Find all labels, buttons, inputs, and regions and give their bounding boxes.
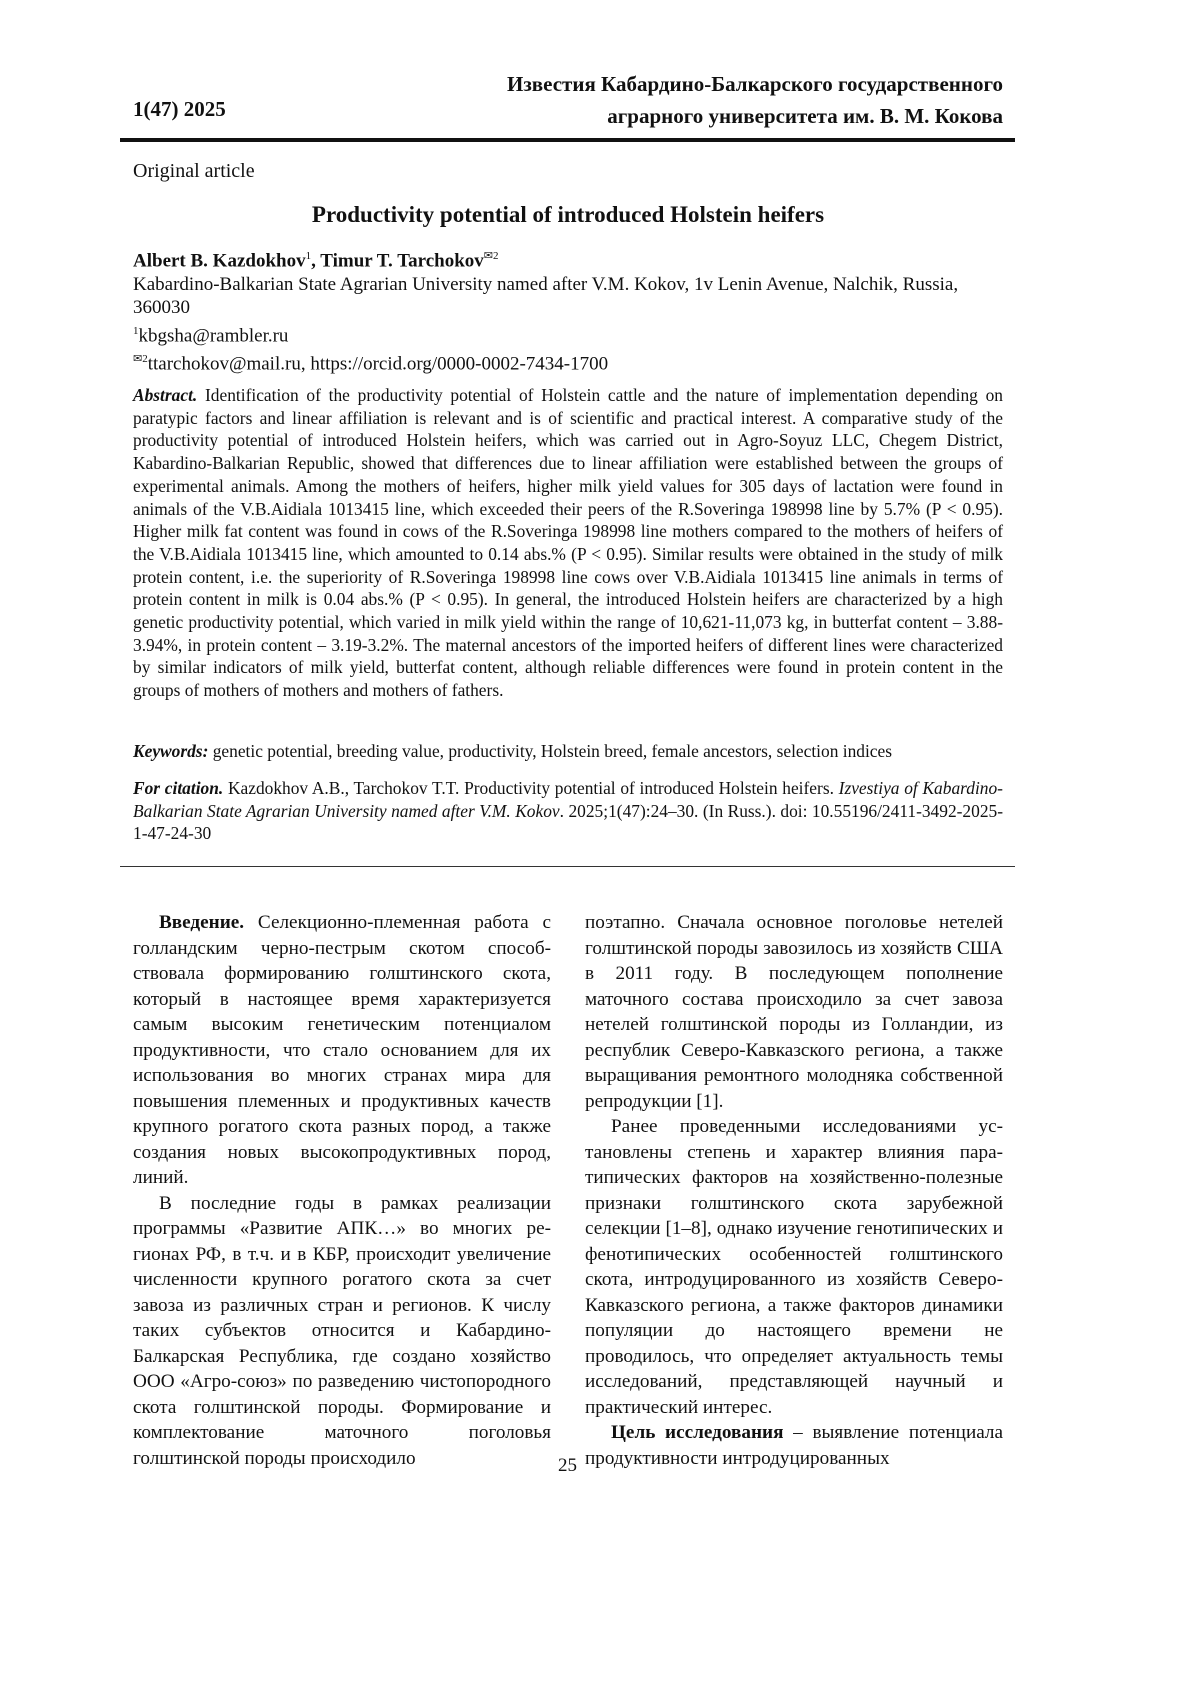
header-divider — [120, 138, 1015, 142]
article-type: Original article — [133, 160, 255, 182]
article-title: Productivity potential of introduced Holstein heifers — [311, 202, 825, 227]
abstract-label: Abstract. — [133, 385, 198, 405]
citation-text: Kazdokhov A.B., Tarchokov T.T. Productivity potential of introduced Holstein heifers. — [223, 778, 839, 798]
email-2-line — [133, 348, 1003, 376]
author-1: Albert B. Kazdokhov — [133, 250, 306, 272]
citation-doi: . 2025;1(47):24–30. (In Russ.). doi: 10.55196/2411-3492-2025-1-47-24-30 — [133, 800, 1004, 844]
email-2-orcid[interactable]: ttarchokov@mail.ru, https://orcid.org/0000-0002-7434-1700 — [147, 352, 609, 374]
issue-number: 1(47) 2025 — [133, 97, 226, 121]
intro-text: Селекционно-племенная работа с голландским черно-пестрым скотом способствовала формированию голштинского скота, который в настоящее время характеризуется самым высоким генетическим потенциалом продуктивности, что стало основанием для их использования во многих странах мира для повышения племенных и продуктивных качеств крупного рогатого скота разных пород, а также создания новых высокопродуктивных пород, линий. — [133, 912, 551, 1188]
email-1[interactable]: kbgsha@rambler.ru — [138, 325, 289, 347]
paragraph-2: В последние годы в рамках реализации программы «Развитие АПК…» во многих регионах РФ, в т.ч. и в КБР, происходит увеличение численности крупного рогатого скота за счет завоза из различных стран и регионов. К числу таких субъектов относится и Кабардино-Балкарская Республика, где создано хозяйство ООО «Агро-союз» по разведению чистопородного скота голштинской породы. Формирование и комплектование маточного поголовья голштинской породы происходило — [133, 1192, 551, 1469]
abstract-text: Identification of the productivity potential of Holstein cattle and the nature of implementation depending on paratypic factors and linear affiliation is relevant and is of scientific and practical interest. A comparative study of the productivity potential of introduced Holstein heifers, which was carried out in Agro-Soyuz LLC, Chegem District, Kabardino-Balkarian Republic, showed that differences due to linear affiliation were established between the groups of experimental animals. Among the mothers of heifers, higher milk yield values for 305 days of lactation were found in animals of the V.B.Aidiala 1013415 line, which exceeded their peers of the R.Soveringa 198998 line by 5.7% (P < 0.95). Higher milk fat content was found in cows of the R.Soveringa 198998 line mothers compared to the mothers of heifers of the V.B.Aidiala 1013415 line, which amounted to 0.14 abs.% (P < 0.95). Similar results were obtained in the study of milk protein content, i.e. the superiority of R.Soveringa 198998 line cows over V.B.Aidiala 1013415 line animals in terms of protein content in milk is 0.04 abs.% (P < 0.95). In general, the introduced Holstein heifers are characterized by a high genetic productivity potential, which varied in milk yield within the range of 10,621-11,073 kg, in butterfat content – 3.88-3.94%, in protein content – 3.19-3.2%. The maternal ancestors of the imported heifers of different lines were characterized by similar indicators of milk yield, butterfat content, although reliable differences were found in protein content in the groups of mothers of mothers and mothers of fathers. — [133, 385, 1003, 701]
author-2: Timur T. Tarchokov — [320, 250, 484, 272]
author-2-sup: ✉2 — [483, 250, 499, 262]
aim-heading: Цель исследования — [611, 1422, 784, 1443]
author-separator: , — [311, 250, 321, 272]
aim-text: – выявление потенциала продуктивности интродуцированных — [585, 1422, 1003, 1469]
page-number: 25 — [558, 1455, 577, 1476]
author-1-sup: 1 — [305, 250, 312, 262]
journal-title — [507, 68, 1003, 132]
intro-heading: Введение. — [159, 912, 245, 933]
keywords-label: Keywords: — [133, 741, 209, 761]
citation — [133, 777, 1003, 845]
section-divider — [120, 866, 1015, 867]
citation-journal: Izvestiya of Kabardino-Balkarian State Agrarian University named after V.M. Kokov — [133, 778, 1003, 821]
email-2-sup: ✉2 — [133, 352, 148, 365]
citation-label: For citation. — [133, 778, 224, 798]
affiliation: Kabardino-Balkarian State Agrarian University named after V.M. Kokov, 1v Lenin Avenue, Nalchik, Russia, 360030 — [133, 273, 959, 319]
paragraph-2-continued: поэтапно. Сначала основное поголовье нетелей голштинской породы завозилось из хозяйств США в 2011 году. В последующем пополнение маточного состава происходило за счет завоза нетелей голштинской породы из Голландии, из республик Северо-Кавказского региона, а также выращивания ремонтного молодняка собственной репродукции [1]. — [585, 912, 1003, 1112]
journal-title-line2: аграрного университета им. В. М. Кокова — [607, 104, 1003, 128]
email-1-line — [133, 320, 1003, 348]
keywords — [133, 740, 1003, 763]
paragraph-3: Ранее проведенными исследованиями установлены степень и характер влияния паратипических факторов на хозяйственно-полезные признаки голштинского скота зарубежной селекции [1–8], однако изучение генотипических и фенотипических особенностей голштинского скота, интродуцированного из хозяйств Северо-Кавказского региона, а также факторов динамики популяции до настоящего времени не проводилось, что определяет актуальность темы исследований, представляющей научный и практический интерес. — [585, 1116, 1003, 1418]
keywords-text: genetic potential, breeding value, productivity, Holstein breed, female ancestors, selection indices — [208, 741, 892, 761]
journal-title-line1: Известия Кабардино-Балкарского государственного — [507, 72, 1003, 96]
email-1-sup: 1 — [133, 324, 139, 337]
author-line — [133, 245, 1003, 273]
authors-block — [133, 245, 1003, 375]
body-column-right — [585, 910, 1003, 1471]
paragraph-intro — [133, 910, 551, 1191]
abstract — [133, 384, 1003, 702]
body-column-left — [133, 910, 551, 1471]
